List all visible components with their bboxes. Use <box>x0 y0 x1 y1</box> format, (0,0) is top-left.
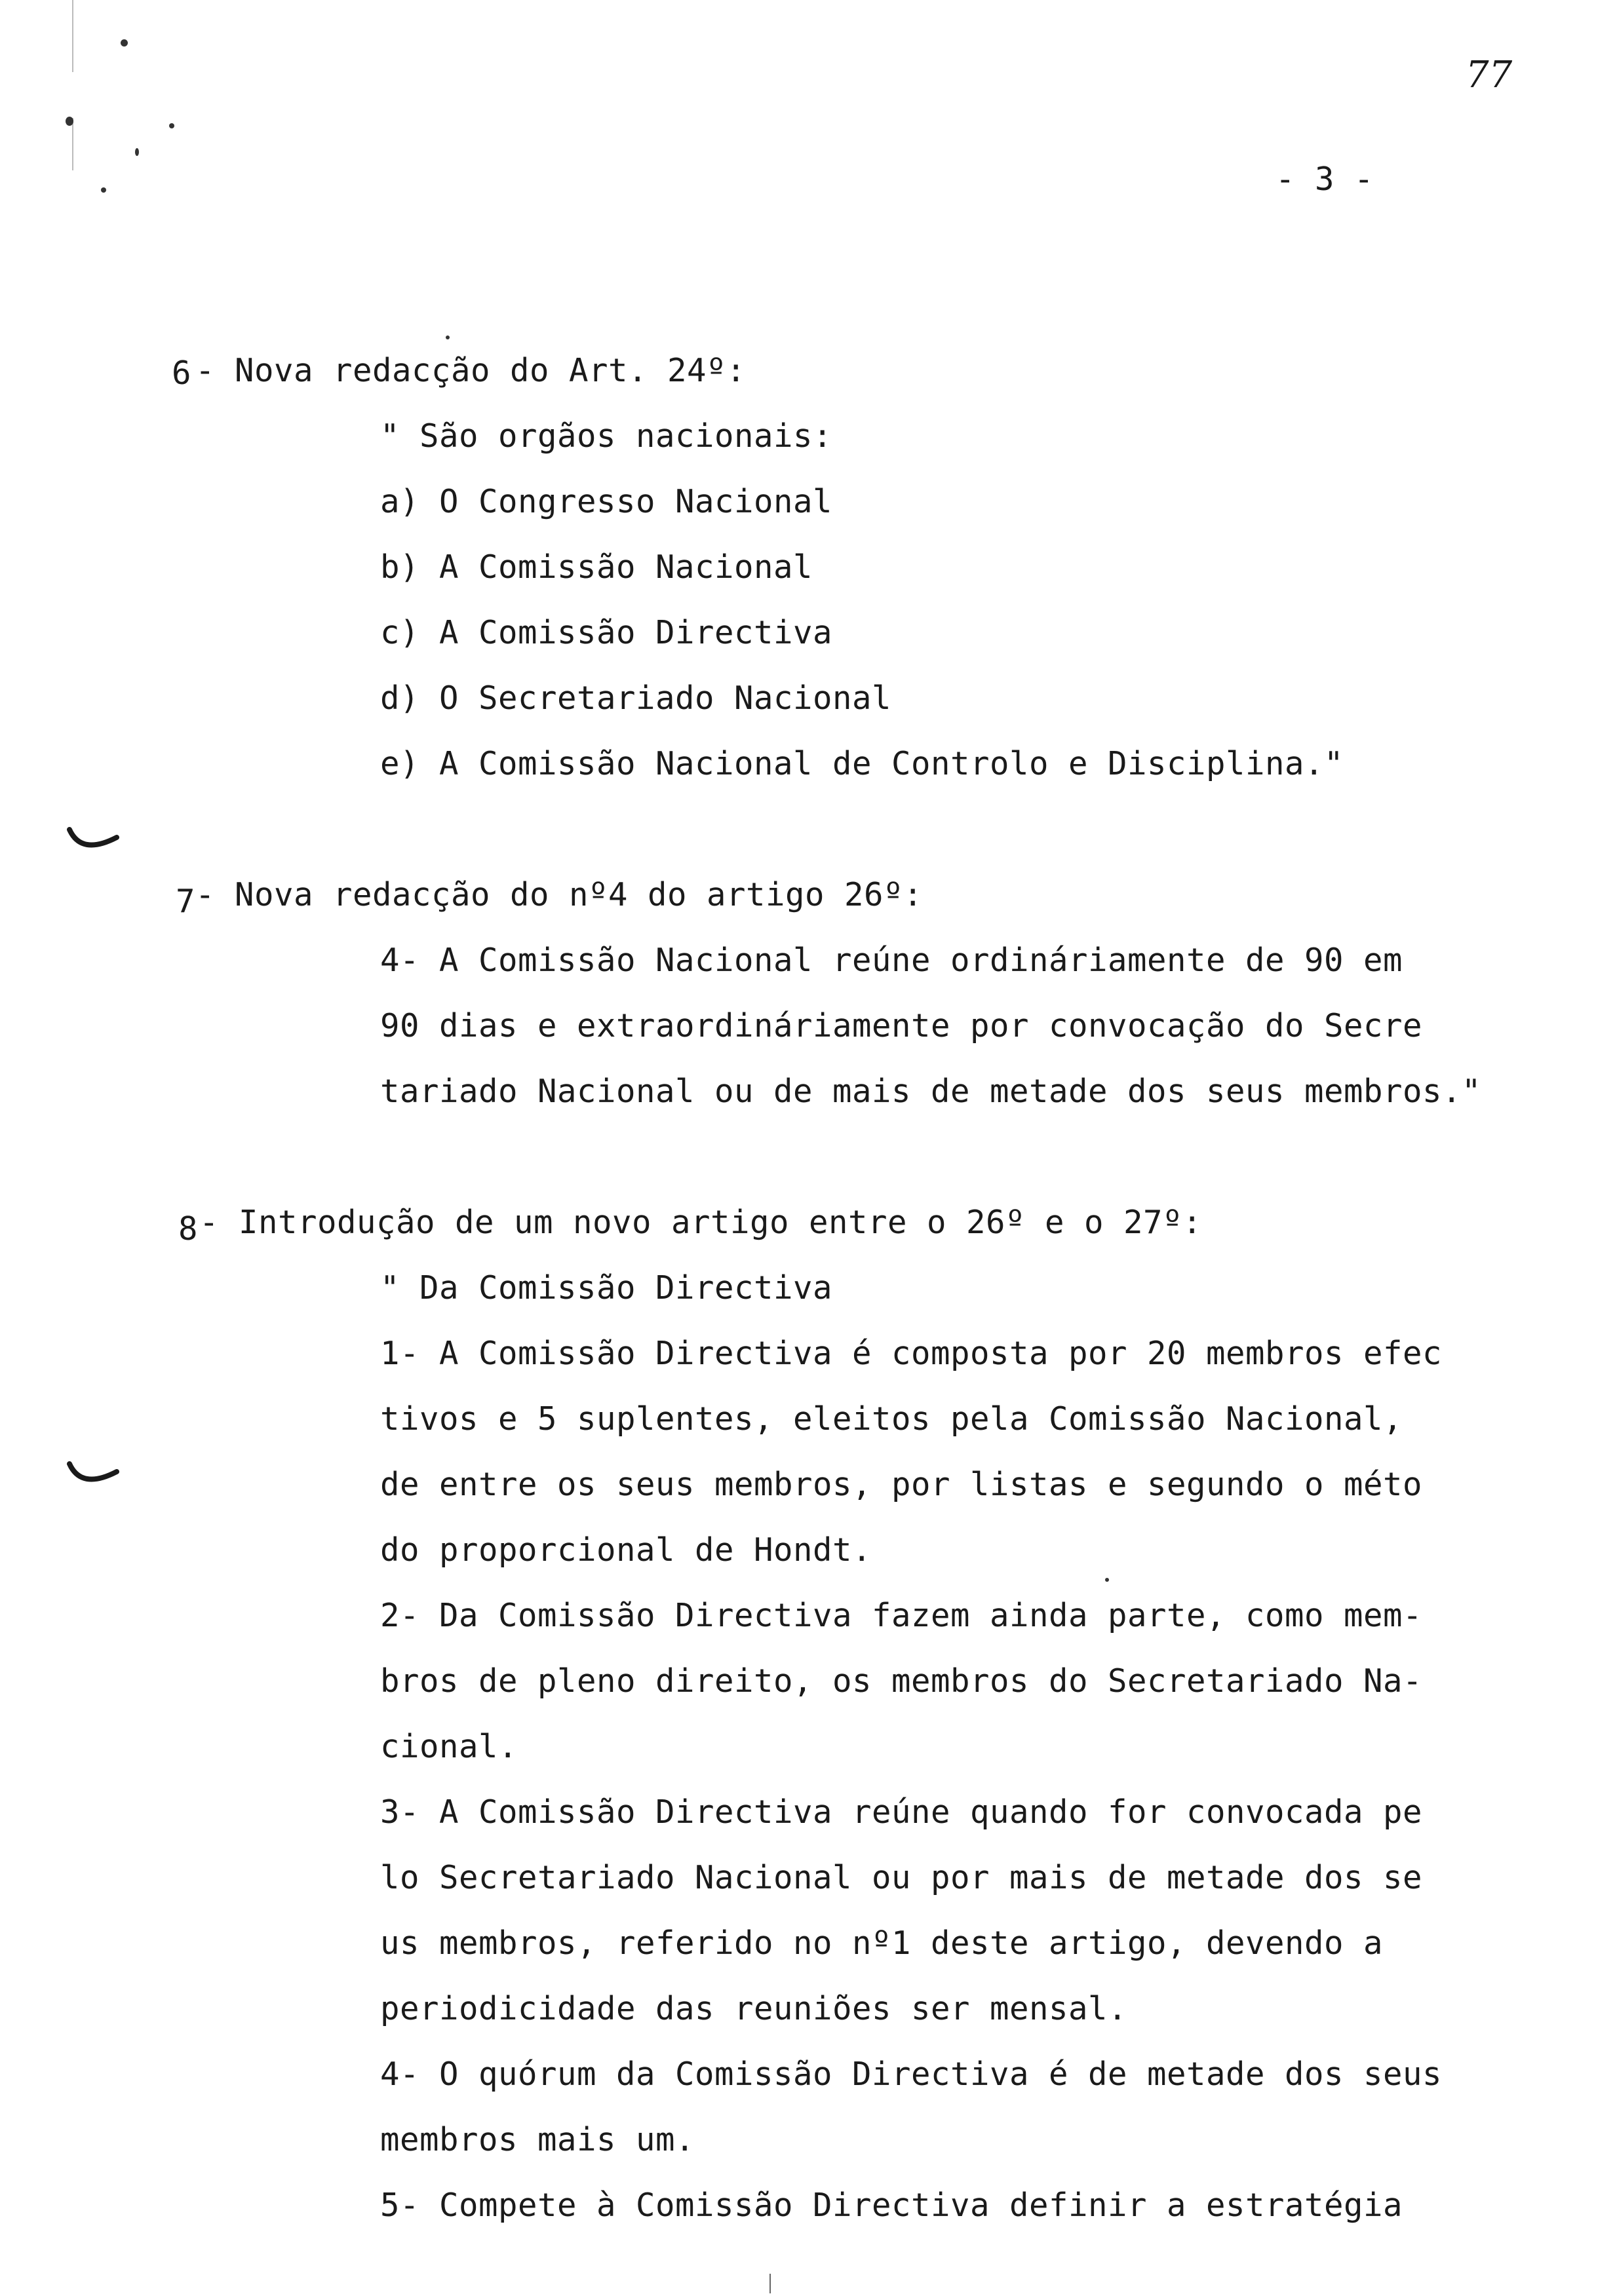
list-item: " São orgãos nacionais: <box>380 417 833 455</box>
binding-edge-line <box>72 118 73 170</box>
list-item: c) A Comissão Directiva <box>380 614 833 651</box>
paragraph-line: periodicidade das reuniões ser mensal. <box>380 1990 1128 2027</box>
punch-dot <box>169 123 174 128</box>
paragraph-line: de entre os seus membros, por listas e segundo o méto <box>380 1466 1423 1503</box>
punch-dot <box>121 39 128 47</box>
paragraph-line: 4- O quórum da Comissão Directiva é de metade dos seus <box>380 2056 1443 2093</box>
section-heading: - Nova redacção do nº4 do artigo 26º: <box>195 876 924 913</box>
margin-check-mark <box>66 1459 121 1495</box>
paragraph-line: bros de pleno direito, os membros do Secretariado Na- <box>380 1662 1423 1700</box>
punch-dot <box>66 117 73 126</box>
punch-dot <box>135 148 139 156</box>
scan-speck <box>1105 1578 1109 1582</box>
folio-number: 77 <box>1466 54 1513 96</box>
list-item: e) A Comissão Nacional de Controlo e Disciplina." <box>380 745 1344 782</box>
section-number: 7 <box>176 883 196 920</box>
paragraph-line: cional. <box>380 1728 518 1765</box>
list-item: d) O Secretariado Nacional <box>380 679 892 717</box>
paragraph-line: do proporcional de Hondt. <box>380 1531 872 1569</box>
paragraph-line: 4- A Comissão Nacional reúne ordináriamente de 90 em <box>380 942 1403 979</box>
scan-speck <box>769 2274 771 2293</box>
paragraph-line: 1- A Comissão Directiva é composta por 20 membros efec <box>380 1335 1443 1372</box>
paragraph-line: " Da Comissão Directiva <box>380 1269 833 1307</box>
section-heading: - Introdução de um novo artigo entre o 26º e o 27º: <box>199 1204 1203 1241</box>
binding-edge-line <box>72 0 73 72</box>
list-item: b) A Comissão Nacional <box>380 548 813 586</box>
paragraph-line: tariado Nacional ou de mais de metade dos seus membros." <box>380 1073 1482 1110</box>
margin-check-mark <box>66 824 121 861</box>
paragraph-line: us membros, referido no nº1 deste artigo, devendo a <box>380 1924 1384 1962</box>
paragraph-line: tivos e 5 suplentes, eleitos pela Comissão Nacional, <box>380 1400 1403 1438</box>
paragraph-line: 5- Compete à Comissão Directiva definir a estratégia <box>380 2187 1403 2224</box>
page-number: - 3 - <box>1275 161 1374 198</box>
paragraph-line: 90 dias e extraordináriamente por convocação do Secre <box>380 1007 1423 1044</box>
scan-speck <box>446 335 450 339</box>
section-heading: - Nova redacção do Art. 24º: <box>195 352 747 389</box>
paragraph-line: membros mais um. <box>380 2121 695 2158</box>
punch-dot <box>101 187 106 193</box>
paragraph-line: 2- Da Comissão Directiva fazem ainda parte, como mem- <box>380 1597 1423 1634</box>
paragraph-line: lo Secretariado Nacional ou por mais de metade dos se <box>380 1859 1423 1896</box>
paragraph-line: 3- A Comissão Directiva reúne quando for convocada pe <box>380 1793 1423 1831</box>
list-item: a) O Congresso Nacional <box>380 483 833 520</box>
section-number: 6 <box>172 354 192 392</box>
section-number: 8 <box>178 1210 199 1248</box>
